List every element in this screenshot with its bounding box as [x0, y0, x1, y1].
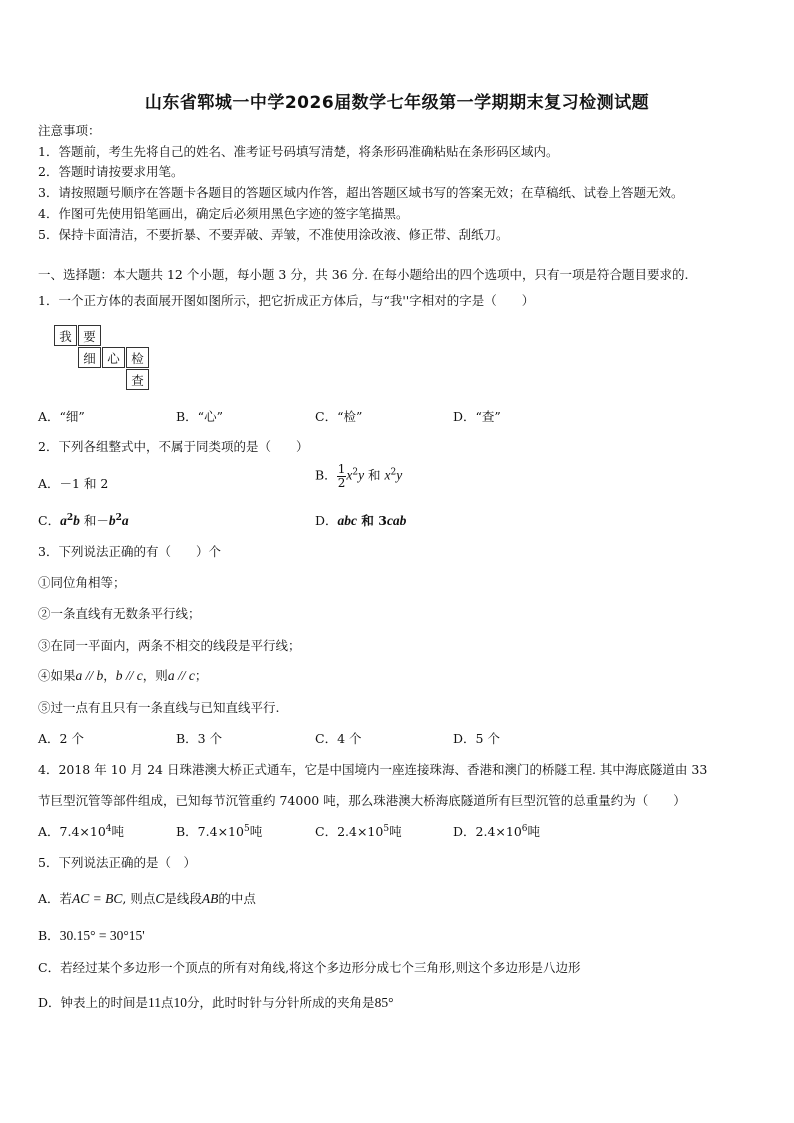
math-var: a [121, 513, 129, 528]
math-expr: b // c [115, 668, 143, 683]
math-var: y [396, 467, 403, 483]
option-a [38, 889, 256, 907]
exponent: 2 [115, 513, 122, 523]
option-b: B．3 个 [176, 731, 223, 746]
option-label: B． [38, 928, 60, 943]
fraction [337, 463, 347, 489]
option-a: A．2 个 [38, 731, 84, 746]
option-a: A．“细” [38, 409, 85, 424]
connector-text: 和 3 [357, 513, 387, 528]
fraction-denominator: 2 [337, 475, 346, 490]
statement-text: ， [103, 668, 116, 683]
math-expr: a // b [75, 668, 104, 683]
cube-net-cell: 要 [78, 325, 101, 346]
exponent: 5 [243, 824, 250, 834]
option-d [315, 511, 406, 529]
notice-item: 3．请按照题号顺序在答题卡各题目的答题区域内作答，超出答题区域书写的答案无效；在草稿纸、试卷上答题无效。 [38, 185, 684, 200]
option-label: D．2.4×10 [453, 824, 522, 839]
math-var: x [346, 467, 353, 483]
exponent: 2 [390, 467, 397, 478]
option-c [38, 511, 129, 529]
option-c: C．“检” [315, 409, 363, 424]
option-text: 分，此时时针与分针所成的夹角是 [187, 995, 375, 1010]
exponent: 6 [521, 824, 528, 834]
math-var: cab [386, 513, 407, 528]
exponent: 4 [105, 824, 112, 834]
cube-net-cell: 我 [54, 325, 77, 346]
option-b [315, 463, 402, 489]
question-2-stem: 2．下列各组整式中，不属于同类项的是（ ） [38, 439, 309, 454]
connector-text: 和－ [79, 513, 109, 528]
option-text: 的中点 [218, 891, 256, 906]
option-label: C．2.4×10 [315, 824, 384, 839]
option-text: 是线段 [164, 891, 202, 906]
math-expr: 10 [173, 995, 188, 1010]
option-a [38, 822, 124, 840]
connector-text: 和 [364, 467, 385, 483]
option-d: D．“查” [453, 409, 501, 424]
option-label: B． [315, 467, 337, 483]
option-label: B．7.4×10 [176, 824, 244, 839]
section-heading: 一、选择题：本大题共 12 个小题，每小题 3 分，共 36 分. 在每小题给出的四个选项中，只有一项是符合题目要求的. [38, 267, 689, 282]
question-4-stem: 4．2018 年 10 月 24 日珠港澳大桥正式通车，它是中国境内一座连接珠海、香港和澳门的桥隧工程. 其中海底隧道由 33 [38, 762, 708, 777]
cube-net-cell: 检 [126, 347, 149, 368]
math-var: b [108, 513, 116, 528]
statement-text: ，则 [142, 668, 168, 683]
unit: 吨 [389, 824, 402, 839]
option-text: , 则点 [122, 891, 156, 906]
cube-net-cell: 心 [102, 347, 125, 368]
notice-heading: 注意事项： [38, 123, 101, 138]
option-d [38, 993, 393, 1011]
option-b: B．“心” [176, 409, 223, 424]
cube-net-cell: 细 [78, 347, 101, 368]
option-label: C． [38, 513, 61, 528]
statement: ⑤过一点有且只有一条直线与已知直线平行. [38, 700, 280, 715]
page-title: 山东省郓城一中学2026届数学七年级第一学期期末复习检测试题 [144, 93, 650, 113]
math-expr: a // c [167, 668, 195, 683]
math-expr: C [155, 891, 165, 906]
question-3-stem: 3．下列说法正确的有（ ）个 [38, 544, 221, 559]
option-label: A．7.4×10 [38, 824, 106, 839]
math-expr: 11 [148, 995, 162, 1010]
statement [38, 666, 207, 684]
math-expr: AB [201, 891, 219, 906]
math-var: a [60, 513, 67, 528]
option-c: C．4 个 [315, 731, 362, 746]
option-c [315, 822, 402, 840]
statement-text: ④如果 [38, 668, 76, 683]
statement: ②一条直线有无数条平行线； [38, 606, 201, 621]
math-expr: 30.15° = 30°15' [59, 928, 145, 943]
exponent: 2 [66, 513, 74, 523]
question-5-stem: 5．下列说法正确的是（ ） [38, 855, 196, 870]
cube-net-cell: 查 [126, 369, 149, 390]
option-text: 点 [161, 995, 174, 1010]
option-label: A．若 [38, 891, 73, 906]
notice-item: 4．作图可先使用铅笔画出，确定后必须用黑色字迹的签字笔描黑。 [38, 206, 409, 221]
option-c: C．若经过某个多边形一个顶点的所有对角线,将这个多边形分成七个三角形,则这个多边形是八边形 [38, 960, 581, 975]
math-expr: AC = BC [72, 891, 123, 906]
math-var: x [384, 467, 391, 483]
math-expr: 85° [374, 995, 394, 1010]
option-d [453, 822, 540, 840]
math-var: abc [337, 513, 358, 528]
fraction-numerator: 1 [337, 462, 346, 476]
option-a: A．－1 和 2 [38, 476, 109, 491]
unit: 吨 [111, 824, 125, 839]
math-var: y [358, 467, 365, 483]
question-4-stem-cont: 节巨型沉管等部件组成，已知每节沉管重约 74000 吨，那么珠港澳大桥海底隧道所有巨型沉管的总重量约为（ ） [38, 793, 686, 808]
math-var: b [73, 513, 80, 528]
option-label: D．钟表上的时间是 [38, 995, 149, 1010]
statement: ①同位角相等； [38, 575, 126, 590]
question-1-stem: 1．一个正方体的表面展开图如图所示，把它折成正方体后，与“我''字相对的字是（ ） [38, 293, 535, 308]
exponent: 5 [383, 824, 390, 834]
statement-text: ； [194, 668, 208, 683]
notice-item: 5．保持卡面清洁，不要折暴、不要弄破、弄皱，不准使用涂改液、修正带、刮纸刀。 [38, 227, 509, 242]
statement: ③在同一平面内，两条不相交的线段是平行线； [38, 638, 301, 653]
option-d: D．5 个 [453, 731, 500, 746]
option-b [176, 822, 262, 840]
option-b [38, 926, 145, 944]
exponent: 2 [352, 467, 359, 478]
option-label: D． [315, 513, 338, 528]
notice-item: 1．答题前，考生先将自己的姓名、准考证号码填写清楚，将条形码准确粘贴在条形码区域内。 [38, 144, 559, 159]
unit: 吨 [249, 824, 263, 839]
unit: 吨 [527, 824, 541, 839]
notice-item: 2．答题时请按要求用笔。 [38, 164, 184, 179]
